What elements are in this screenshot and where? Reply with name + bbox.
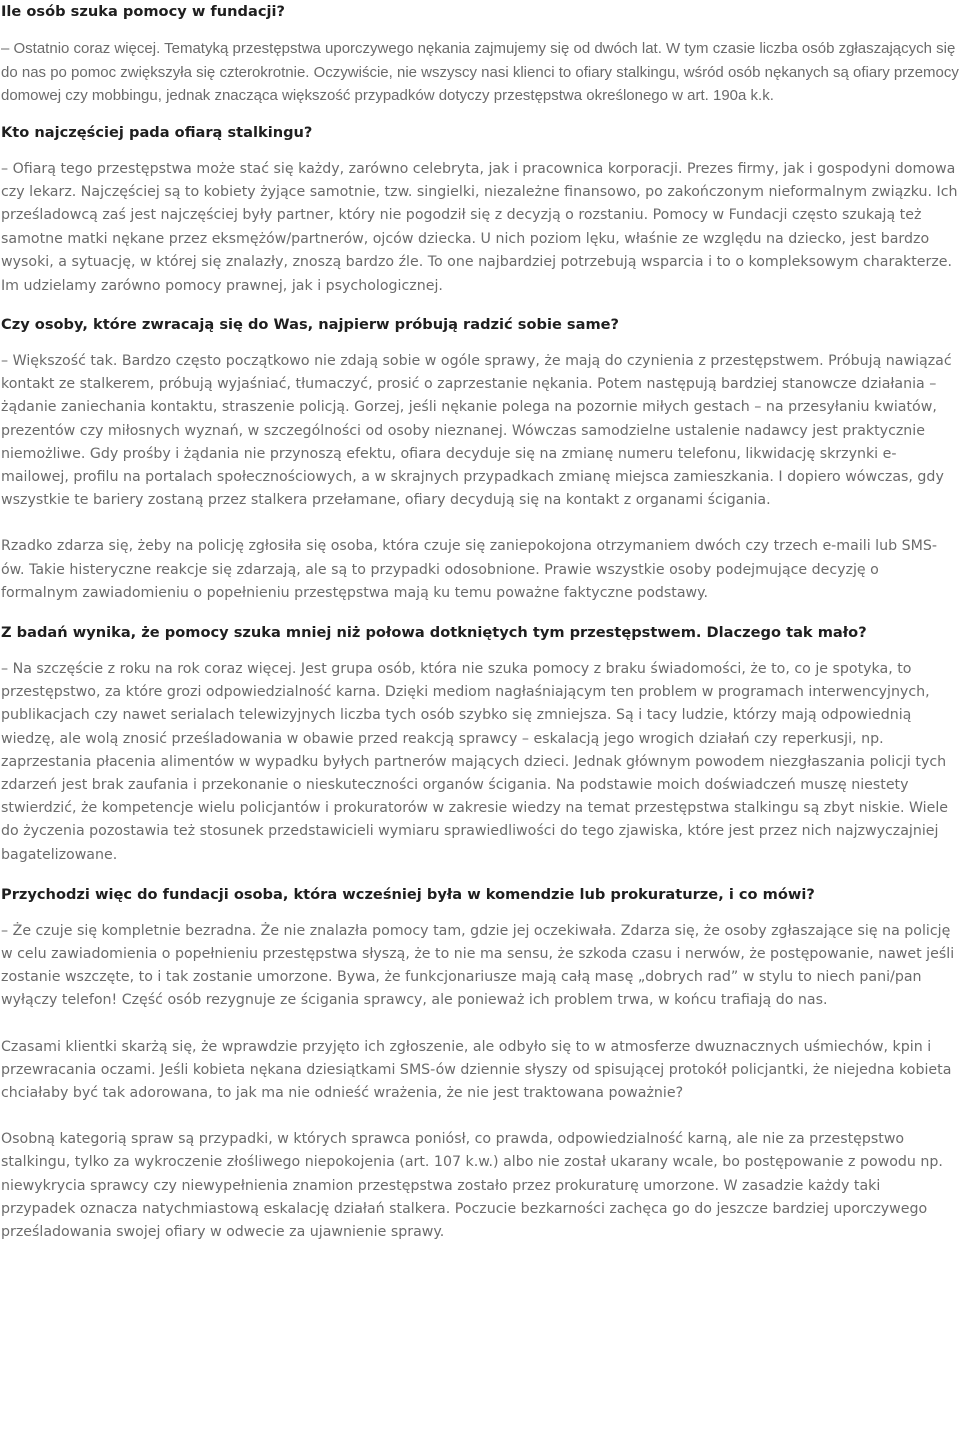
section-paragraph: Osobną kategorią spraw są przypadki, w których sprawca poniósł, co prawda, odpowiedzialność karną, ale nie za przestępstwo stalkingu, tylko za wykroczenie złośliwego niepokojenia (art. 107 k.w.) albo nie został ukarany wcale, bo postępowanie z powodu np. niewykrycia sprawcy czy niewypełnienia znamion przestępstwa zostało przez prokuraturę umorzone. W zasadzie każdy taki przypadek oznacza natychmiastową eskalację działań stalkera. Poczucie bezkarności zachęca go do jeszcze bardziej uporczywego prześladowania swojej ofiary w odwecie za ujawnienie sprawy. — [1, 1131, 943, 1241]
section-paragraph: – Że czuje się kompletnie bezradna. Że nie znalazła pomocy tam, gdzie jej oczekiwała. Zdarza się, że osoby zgłaszające się na policję w celu zawiadomienia o popełnieniu przestępstwa słyszą, że to nie ma sensu, że szkoda czasu i nerwów, że postępowanie, nawet jeśli zostanie wszczęte, to i tak zostanie umorzone. Bywa, że funkcjonariusze mają całą masę „dobrych rad” w stylu to niech pani/pan wyłączy telefon! Część osób rezygnuje ze ścigania sprawcy, ale ponieważ ich problem trwa, w końcu trafiają do nas. — [1, 922, 955, 1009]
section-heading: Czy osoby, które zwracają się do Was, najpierw próbują radzić sobie same? — [1, 315, 620, 333]
section-paragraph: – Ostatnio coraz więcej. Tematyką przestępstwa uporczywego nękania zajmujemy się od dwóch lat. W tym czasie liczba osób zgłaszających się do nas po pomoc zwiększyła się czterokrotnie. Oczywiście, nie wszyscy nasi klienci to ofiary stalkingu, wśród osób nękanych są ofiary przemocy domowej czy mobbingu, jednak znacząca większość przypadków dotyczy przestępstwa określonego w art. 190a k.k. — [1, 40, 959, 104]
section-paragraph: Czasami klientki skarżą się, że wprawdzie przyjęto ich zgłoszenie, ale odbyło się to w atmosferze dwuznacznych uśmiechów, kpin i przewracania oczami. Jeśli kobieta nękana dziesiątkami SMS-ów dziennie słyszy od spisującej protokół policjantki, że niejedna kobieta chciałaby być tak adorowana, to jak ma nie odnieść wrażenia, że nie jest traktowana poważnie? — [1, 1038, 952, 1102]
section-heading: Przychodzi więc do fundacji osoba, która wcześniej była w komendzie lub prokuraturze, i co mówi? — [1, 885, 815, 903]
section-paragraph: – Na szczęście z roku na rok coraz więcej. Jest grupa osób, która nie szuka pomocy z braku świadomości, że to, co je spotyka, to przestępstwo, za które grozi odpowiedzialność karna. Dzięki mediom nagłaśniającym ten problem w programach interwencyjnych, publikacjach czy nawet serialach telewizyjnych liczba tych osób szybko się zmniejsza. Są i tacy ludzie, którzy mają odpowiednią wiedzę, ale wolą znosić prześladowania w obawie przed reakcją sprawcy – eskalacją jego wrogich działań czy reperkusji, np. zaprzestania płacenia alimentów w wypadku byłych partnerów mających dzieci. Jednak głównym powodem niezgłaszania policji tych zdarzeń jest brak zaufania i przekonanie o nieskuteczności organów ścigania. Na podstawie moich doświadczeń muszę niestety stwierdzić, że kompetencje wielu policjantów i prokuratorów w zakresie wiedzy na temat przestępstwa stalkingu są zbyt niskie. Wiele do życzenia pozostawia też stosunek przedstawicieli wymiaru sprawiedliwości do tego zjawiska, które jest przez nich najzwyczajniej bagatelizowane. — [1, 660, 949, 863]
section-heading: Z badań wynika, że pomocy szuka mniej niż połowa dotkniętych tym przestępstwem. Dlaczego tak mało? — [1, 623, 867, 641]
section-paragraph: – Większość tak. Bardzo często początkowo nie zdają sobie w ogóle sprawy, że mają do czynienia z przestępstwem. Próbują nawiązać kontakt ze stalkerem, próbują wyjaśniać, tłumaczyć, prosić o zaprzestanie nękania. Potem następują bardziej stanowcze działania – żądanie zaniechania kontaktu, straszenie policją. Gorzej, jeśli nękanie polega na pozornie miłych gestach – na przesyłaniu kwiatów, prezentów czy miłosnych wyznań, w szczególności od osoby nieznanej. Wówczas samodzielne ustalenie nadawcy jest praktycznie niemożliwe. Gdy prośby i żądania nie przynoszą efektu, ofiara decyduje się na zmianę numeru telefonu, likwidację skrzynki e-mailowej, profilu na portalach społecznościowych, a w skrajnych przypadkach zmianę miejsca zamieszkania. I dopiero wówczas, gdy wszystkie te bariery zostaną przez stalkera przełamane, ofiary decydują się na kontakt z organami ścigania. — [1, 352, 952, 509]
section-paragraph: – Ofiarą tego przestępstwa może stać się każdy, zarówno celebryta, jak i pracownica korporacji. Prezes firmy, jak i gospodyni domowa czy lekarz. Najczęściej są to kobiety żyjące samotnie, tzw. singielki, niezależne finansowo, po zakończonym nieformalnym związku. Ich prześladowcą zaś jest najczęściej były partner, który nie pogodził się z decyzją o rozstaniu. Pomocy w Fundacji często szukają też samotne matki nękane przez eksmężów/partnerów, ojców dziecka. U nich poziom lęku, właśnie ze względu na dziecko, jest bardzo wysoki, a sytuację, w której się znalazły, znoszą bardzo źle. To one najbardziej potrzebują wsparcia i to o kompleksowym charakterze. Im udzielamy zarówno pomocy prawnej, jak i psychologicznej. — [1, 160, 958, 294]
section-heading: Kto najczęściej pada ofiarą stalkingu? — [1, 123, 313, 141]
section-heading: Ile osób szuka pomocy w fundacji? — [1, 3, 285, 20]
section-paragraph: Rzadko zdarza się, żeby na policję zgłosiła się osoba, która czuje się zaniepokojona otrzymaniem dwóch czy trzech e-maili lub SMS-ów. Takie histeryczne reakcje się zdarzają, ale są to przypadki odosobnione. Prawie wszystkie osoby podejmujące decyzję o formalnym zawiadomieniu o popełnieniu przestępstwa mają ku temu poważne faktyczne podstawy. — [1, 538, 937, 601]
